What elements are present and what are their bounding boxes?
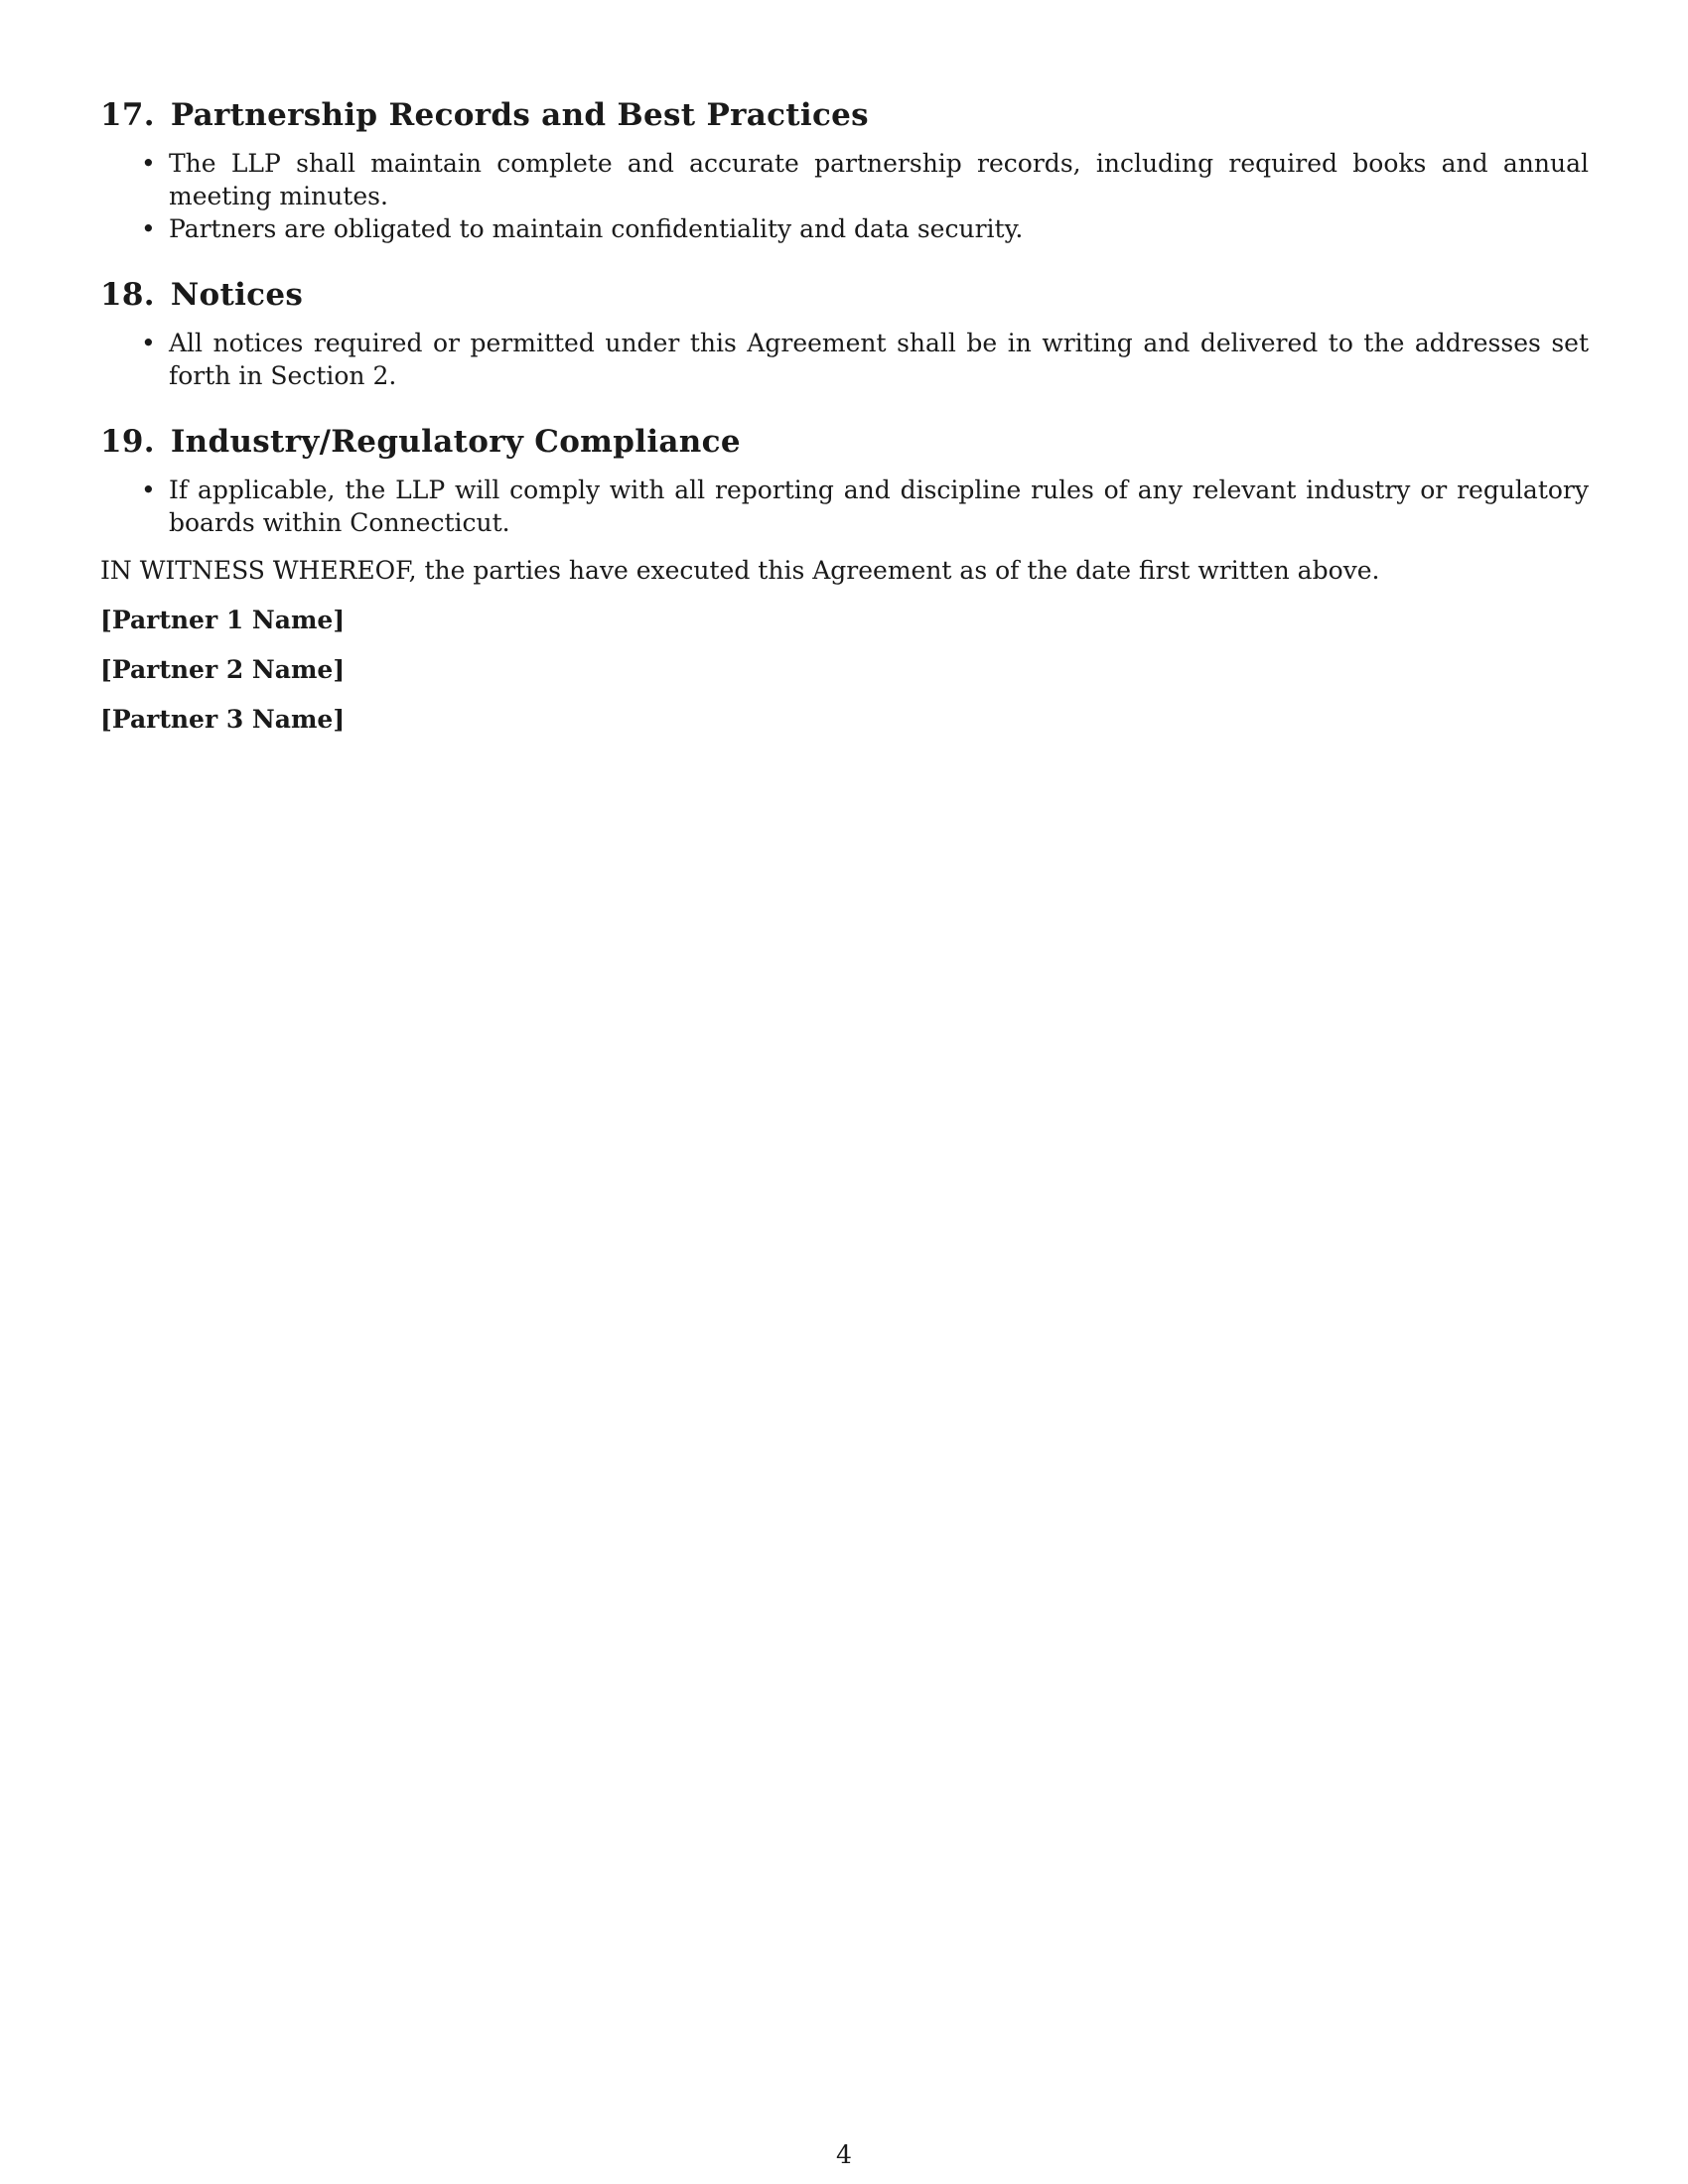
bullet-list [100,327,1589,392]
section-18 [100,275,1589,392]
bullet-icon: • [141,329,156,357]
list-item-text: If applicable, the LLP will comply with all reporting and discipline rules of any relevant industry or regulatory boards within Connecticut. [169,476,1589,537]
list-item [141,327,1589,392]
signatory-partner-2: [Partner 2 Name] [100,655,346,684]
section-19 [100,422,1589,539]
section-heading [100,275,1589,315]
section-17 [100,95,1589,245]
witness-statement: IN WITNESS WHEREOF, the parties have executed this Agreement as of the date first written above. [100,556,1380,585]
section-title: Notices [170,277,304,313]
list-item-text: All notices required or permitted under this Agreement shall be in writing and delivered to the addresses set forth in Section 2. [169,329,1589,390]
list-item-text: Partners are obligated to maintain confidentiality and data security. [169,214,1024,243]
section-title: Partnership Records and Best Practices [170,97,869,133]
list-item [141,147,1589,212]
section-title: Industry/Regulatory Compliance [170,424,741,460]
list-item [141,474,1589,539]
document-page [100,95,1589,736]
page-number: 4 [836,2140,852,2169]
signatory-partner-3: [Partner 3 Name] [100,705,346,734]
bullet-icon: • [141,149,156,178]
bullet-list [100,147,1589,245]
bullet-list [100,474,1589,539]
signatory-partner-1: [Partner 1 Name] [100,606,346,634]
list-item [141,212,1589,245]
section-heading [100,95,1589,135]
list-item-text: The LLP shall maintain complete and accurate partnership records, including required books and annual meeting minutes. [169,149,1589,210]
section-heading [100,422,1589,462]
bullet-icon: • [141,476,156,504]
section-number: 17. [100,97,155,133]
bullet-icon: • [141,214,156,243]
section-number: 19. [100,424,155,460]
section-number: 18. [100,277,155,313]
